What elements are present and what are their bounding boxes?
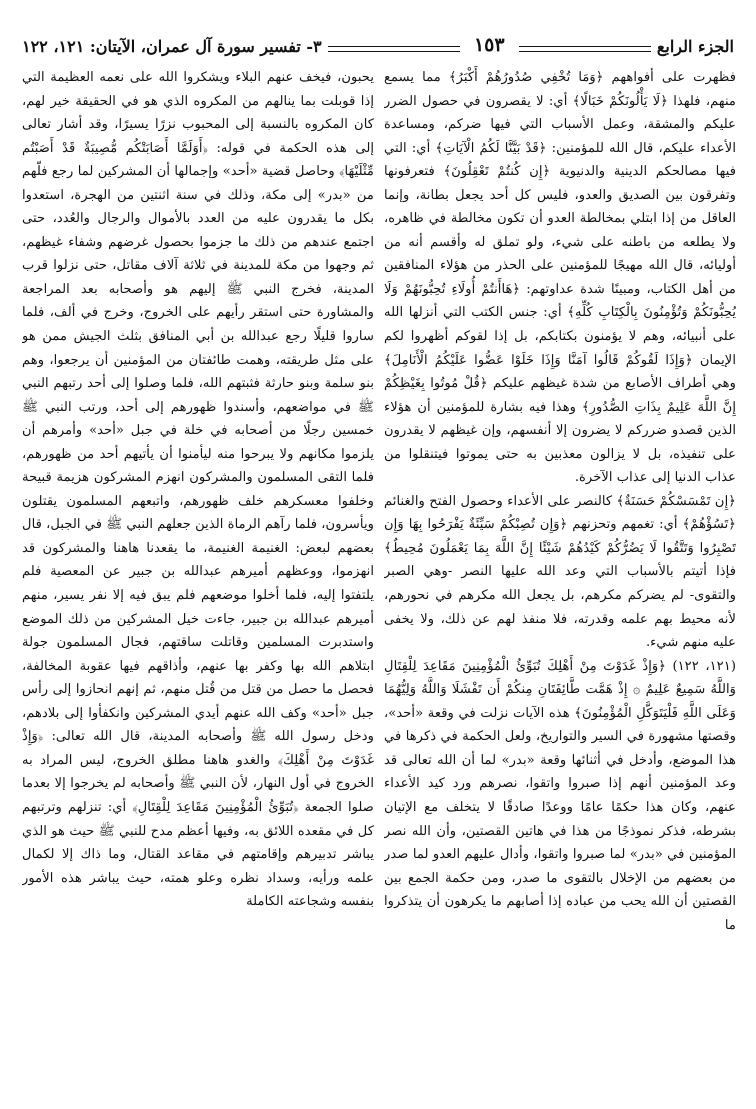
part-title: الجزء الرابع	[656, 37, 734, 56]
paragraph: فظهرت على أفواههم ﴿وَمَا تُخْفِي صُدُورُهُمْ أَكْبَرُ﴾ مما يسمع منهم، فلهذا ﴿لَا يَأْلُونَكُمْ خَبَالًا﴾ أي: لا يقصرون في حصول الضرر عليكم والمشقة، وعمل الأسباب التي فيها ضركم، ومساعدة الأعداء عليكم، قال الله للمؤمنين: ﴿قَدْ بَيَّنَّا لَكُمُ الْآيَاتِ﴾ أي: التي فيها مصالحكم الدينية والدنيوية ﴿إِن كُنتُمْ تَعْقِلُونَ﴾ فتعرفونها وتفرقون بين الصديق والعدو، فليس كل أحد يجعل بطانة، وإنما العاقل من إذا ابتلي بمخالطة العدو أن تكون مخالطة في ظاهره، ولا يطلعه من باطنه على شيء، ولو تملق له وأقسم أنه من أوليائه، قال الله مهيجًا للمؤمنين على الحذر من هؤلاء المنافقين من أهل الكتاب، ومبينًا شدة عداوتهم: ﴿هَاأَنتُمْ أُولَاءِ تُحِبُّونَهُمْ وَلَا يُحِبُّونَكُمْ وَتُؤْمِنُونَ بِالْكِتَابِ كُلِّهِ﴾ أي: جنس الكتب التي أنزلها الله على أنبيائه، وهم لا يؤمنون بكتابكم، بل إذا لقوكم أظهروا لكم الإيمان ﴿وَإِذَا لَقُوكُمْ قَالُوا آمَنَّا وَإِذَا خَلَوْا عَضُّوا عَلَيْكُمُ الْأَنَامِلَ﴾ وهي أطراف الأصابع من شدة غيظهم عليكم ﴿قُلْ مُوتُوا بِغَيْظِكُمْ إِنَّ اللَّهَ عَلِيمٌ بِذَاتِ الصُّدُورِ﴾ وهذا فيه بشارة للمؤمنين أن هؤلاء الذين قصدو ضرركم لا يضرون إلا أنفسهم، وإن غيظهم لا يقدرون على تنفيذه، بل لا يزالون معذبين به حتى يموتوا فيتنقلوا من عذاب الدنيا إلى عذاب الآخرة.	[384, 70, 736, 486]
header-rule-left	[328, 46, 460, 52]
paragraph: يحبون، فيخف عنهم البلاء ويشكروا الله على نعمه العظيمة التي إذا قوبلت بما ينالهم من المكروه الذي هو في الحقيقة خير لهم، كان المكروه بالنسبة إلى المحبوب نزرًا يسيرًا، وقد أشار تعالى إلى هذه الحكمة في قوله: ﴿أَوَلَمَّا أَصَابَتْكُم مُّصِيبَةٌ قَدْ أَصَبْتُم مِّثْلَيْهَا﴾ وحاصل قضية «أحد» وإجمالها أن المشركين لما رجع فلّهم من «بدر» إلى مكة، وذلك في سنة اثنتين من الهجرة، استعدوا بكل ما يقدرون عليه من العدد بالأموال والرجال والعُدد، حتى اجتمع عندهم من ذلك ما جزموا بحصول غرضهم وشفاء غيظهم، ثم وجهوا من مكة للمدينة في ثلاثة آلاف مقاتل، حتى نزلوا قرب المدينة، فخرج النبي ﷺ إليهم هو وأصحابه بعد المراجعة والمشاورة حتى استقر رأيهم على الخروج، وخرج في ألف، فلما ساروا قليلًا رجع عبدالله بن أبي المنافق بثلث الجيش ممن هو على مثل طريقته، وهمت طائفتان من المؤمنين أن يرجعوا، وهم بنو سلمة وبنو حارثة فثبتهم الله، فلما وصلوا إلى أحد رتبهم النبي ﷺ في مواضعهم، وأسندوا ظهورهم إلى أحد، ورتب النبي ﷺ خمسين رجلًا من أصحابه في خلة في جبل «أحد» وأمرهم أن يلزموا مكانهم ولا يبرحوا منه ليأمنوا أن يأتيهم أحد من ظهورهم، فلما التقى المسلمون والمشركون انهزم المشركون هزيمة قبيحة وخلفوا معسكرهم خلف ظهورهم، واتبعهم المسلمون يقتلون ويأسرون، فلما رآهم الرماة الذين جعلهم النبي ﷺ في الجبل، قال بعضهم لبعض: الغنيمة الغنيمة، ما يقعدنا هاهنا والمشركون قد انهزموا، ووعظهم أميرهم عبدالله بن جبير عن المعصية فلم يلتفتوا إليه، فلما أخلوا موضعهم فلم يبق فيه إلا نفر يسير، منهم أميرهم عبدالله بن جبير، جاءت خيل المشركين من ذلك الموضع واستدبرت المسلمين وقاتلت ساقتهم، فجال المسلمون جولة ابتلاهم الله بها وكفر بها عنهم، وأذاقهم فيها عقوبة المخالفة، فحصل ما حصل من قتل من قُتل منهم، ثم إنهم انحازوا إلى رأس جبل «أحد» وكف الله عنهم أيدي المشركين وانكفأوا إلى بلادهم، ودخل رسول الله ﷺ وأصحابه المدينة، قال الله تعالى: ﴿وَإِذْ غَدَوْتَ مِنْ أَهْلِكَ﴾ والغدو هاهنا مطلق الخروج، ليس المراد به الخروج في أول النهار، لأن النبي ﷺ وأصحابه لم يخرجوا إلا بعدما صلوا الجمعة ﴿تُبَوِّئُ الْمُؤْمِنِينَ مَقَاعِدَ لِلْقِتَالِ﴾ أي: تنزلهم وترتبهم كل في مقعده اللائق به، وفيها أعظم مدح للنبي ﷺ حيث هو الذي يباشر تدبيرهم وإقامتهم في مقاعد القتال، وما ذاك إلا لكمال علمه ورأيه، وسداد نظره وعلو همته، حيث يباشر هذه الأمور بنفسه وشجاعته الكاملة	[22, 70, 374, 910]
page-number: ١٥٣	[473, 34, 505, 56]
chapter-title: ٣- تفسير سورة آل عمران، الآيتان: ١٢١، ١٢٢	[21, 37, 322, 56]
page-header	[22, 30, 734, 56]
paragraph: ﴿إِن تَمْسَسْكُمْ حَسَنَةٌ﴾ كالنصر على الأعداء وحصول الفتح والغنائم ﴿تَسُؤْهُمْ﴾ أي: تغمهم وتحزنهم ﴿وَإِن تُصِبْكُمْ سَيِّئَةٌ يَفْرَحُوا بِهَا وَإِن تَصْبِرُوا وَتَتَّقُوا لَا يَضُرُّكُمْ كَيْدُهُمْ شَيْئًا إِنَّ اللَّهَ بِمَا يَعْمَلُونَ مُحِيطٌ﴾ فإذا أتيتم بالأسباب التي وعد الله عليها النصر -وهي الصبر والتقوى- لم يضركم مكرهم، بل يجعل الله مكرهم في نحورهم، لأنه محيط بهم علمه وقدرته، فلا منفذ لهم عن ذلك، ولا يخفى عليه منهم شيء.	[384, 493, 736, 651]
left-column	[22, 66, 374, 1100]
header-rule-right	[519, 46, 651, 52]
right-column	[384, 66, 736, 1100]
paragraph: (١٢١، ١٢٢) ﴿وَإِذْ غَدَوْتَ مِنْ أَهْلِكَ تُبَوِّئُ الْمُؤْمِنِينَ مَقَاعِدَ لِلْقِتَالِ وَاللَّهُ سَمِيعٌ عَلِيمٌ ۞ إِذْ هَمَّت طَّائِفَتَانِ مِنكُمْ أَن تَفْشَلَا وَاللَّهُ وَلِيُّهُمَا وَعَلَى اللَّهِ فَلْيَتَوَكَّلِ الْمُؤْمِنُونَ﴾ هذه الآيات نزلت في وقعة «أحد»، وقصتها مشهورة في السير والتواريخ، ولعل الحكمة في ذكرها في هذا الموضع، وأدخل في أثنائها وقعة «بدر» لما أن الله تعالى قد وعد المؤمنين أنهم إذا صبروا واتقوا، نصرهم ورد كيد الأعداء عنهم، وكان هذا حكمًا عامًا ووعدًا صادقًا لا يتخلف مع الإتيان بشرطه، فذكر نموذجًا من هذا في هاتين القصتين، وأن الله نصر المؤمنين في «بدر» لما صبروا واتقوا، وأدال عليهم العدو لما صدر من بعضهم من الإخلال بالتقوى ما صدر، ومن حكمة الجمع بين القصتين أن الله يحب من عباده إذا أصابهم ما يكرهون أن يتذكروا ما	[384, 658, 736, 933]
